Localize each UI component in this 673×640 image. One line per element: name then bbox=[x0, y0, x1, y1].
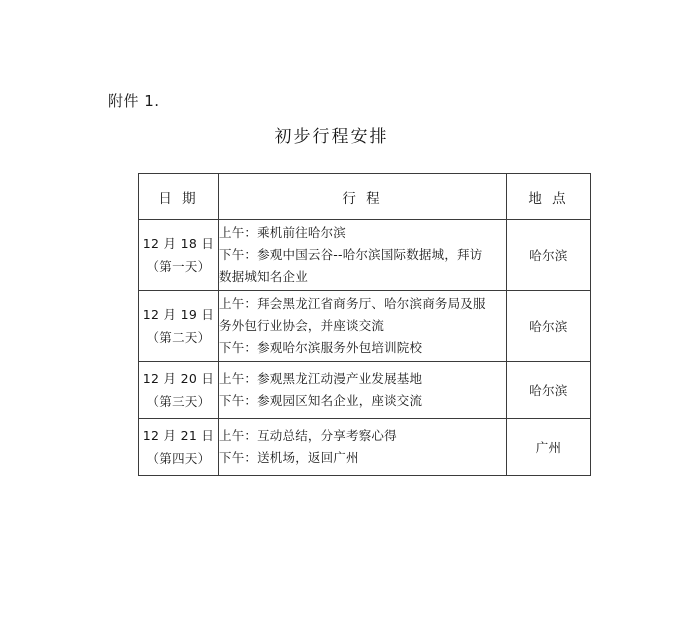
day-index-text: （第四天） bbox=[146, 451, 211, 466]
route-line: 下午：参观哈尔滨服务外包培训院校 bbox=[219, 339, 423, 355]
cell-date bbox=[139, 220, 219, 291]
cell-place: 哈尔滨 bbox=[507, 291, 591, 362]
cell-place: 哈尔滨 bbox=[507, 220, 591, 291]
table-row bbox=[139, 362, 591, 419]
cell-route bbox=[219, 362, 507, 419]
route-line: 数据城知名企业 bbox=[219, 268, 308, 284]
cell-date bbox=[139, 419, 219, 476]
attachment-label: 附件 1. bbox=[108, 92, 160, 110]
route-line: 上午：乘机前往哈尔滨 bbox=[219, 225, 347, 241]
route-line: 上午：拜会黑龙江省商务厅、哈尔滨商务局及服 bbox=[219, 296, 486, 312]
date-text: 12 月 21 日 bbox=[142, 427, 215, 443]
table-row bbox=[139, 220, 591, 291]
route-line: 上午：参观黑龙江动漫产业发展基地 bbox=[219, 371, 423, 387]
page-title: 初步行程安排 bbox=[274, 127, 389, 147]
date-text: 12 月 20 日 bbox=[142, 370, 215, 386]
day-index-text: （第一天） bbox=[146, 259, 211, 274]
cell-place: 广州 bbox=[507, 419, 591, 476]
cell-date bbox=[139, 291, 219, 362]
cell-route bbox=[219, 291, 507, 362]
route-line: 下午：送机场，返回广州 bbox=[219, 450, 359, 465]
route-line: 下午：参观中国云谷--哈尔滨国际数据城，拜访 bbox=[219, 247, 483, 263]
table-row bbox=[139, 419, 591, 476]
itinerary-table bbox=[138, 173, 591, 476]
cell-route bbox=[219, 220, 507, 291]
day-index-text: （第二天） bbox=[146, 330, 211, 345]
date-text: 12 月 19 日 bbox=[142, 306, 215, 322]
cell-place: 哈尔滨 bbox=[507, 362, 591, 419]
table-row bbox=[139, 291, 591, 362]
route-line: 上午：互动总结，分享考察心得 bbox=[219, 428, 397, 444]
day-index-text: （第三天） bbox=[146, 394, 211, 409]
route-line: 务外包行业协会，并座谈交流 bbox=[219, 318, 385, 334]
route-line: 下午：参观园区知名企业，座谈交流 bbox=[219, 393, 423, 408]
cell-date bbox=[139, 362, 219, 419]
column-header-date: 日 期 bbox=[139, 174, 219, 220]
column-header-route: 行 程 bbox=[219, 174, 507, 220]
date-text: 12 月 18 日 bbox=[142, 235, 215, 251]
cell-route bbox=[219, 419, 507, 476]
column-header-place: 地 点 bbox=[507, 174, 591, 220]
table-header-row bbox=[139, 174, 591, 220]
